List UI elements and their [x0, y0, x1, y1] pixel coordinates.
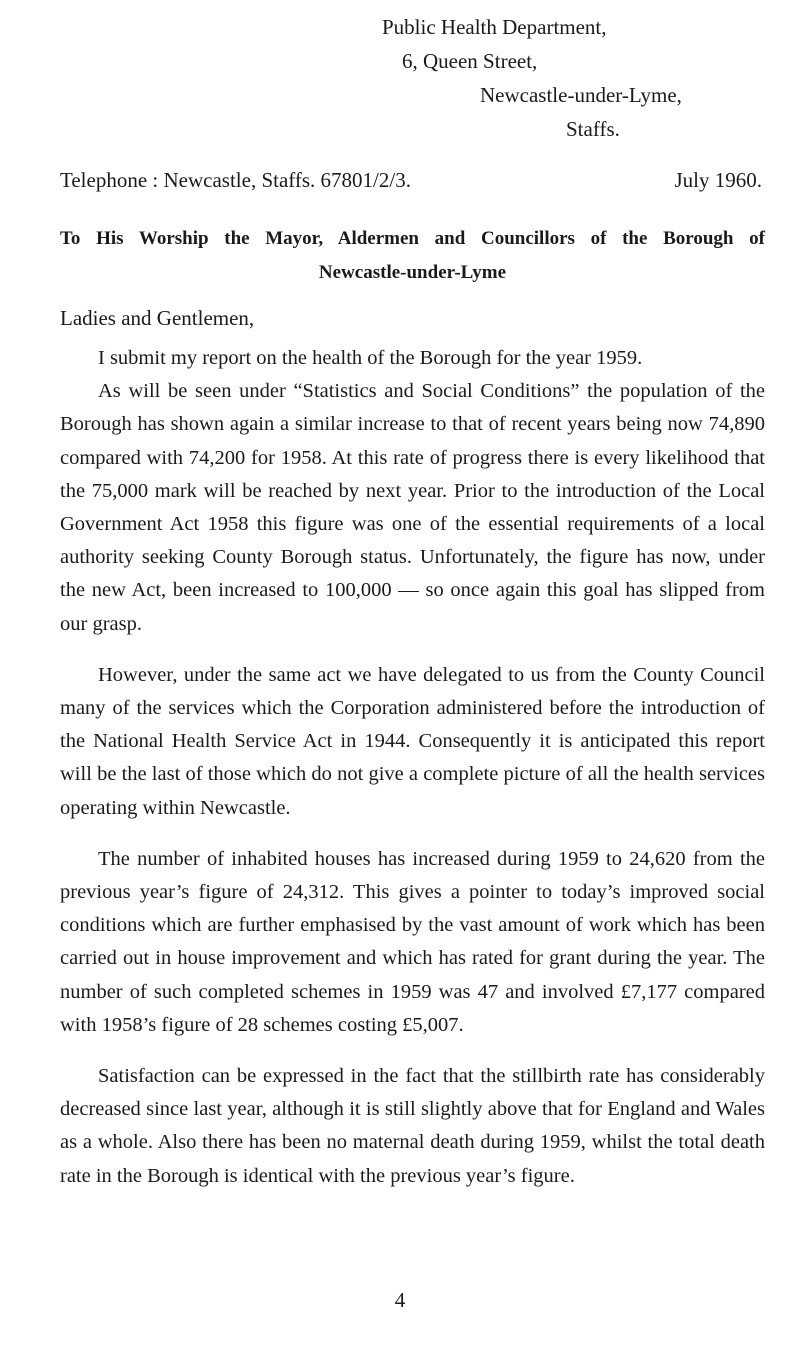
paragraph-4: The number of inhabited houses has increased during 1959 to 24,620 from the previous year’s figure of 24,312. This gives a pointer to today’s improved social conditions which are further emphasised by the vast amount of work which has been carried out in house improvement and which has rated for grant during the year. The number of such completed schemes in 1959 was 47 and involved £7,177 compared with 1958’s figure of 28 schemes costing £5,007.	[60, 847, 765, 1036]
report-body	[60, 342, 765, 1193]
telephone-date-row	[60, 168, 762, 193]
paragraph-1: I submit my report on the health of the Borough for the year 1959.	[98, 347, 643, 369]
telephone: Telephone : Newcastle, Staffs. 67801/2/3.	[60, 168, 411, 192]
address-line-3: Newcastle-under-Lyme,	[480, 83, 682, 107]
paragraph-3: However, under the same act we have delegated to us from the County Council many of the services which the Corporation administered before the introduction of the National Health Service Act in 1944. Consequently it is anticipated this report will be the last of those which do not give a complete picture of all the health services operating within Newcastle.	[60, 663, 765, 819]
salutation: Ladies and Gentlemen,	[60, 306, 255, 330]
heading-line-2: Newcastle-under-Lyme	[318, 262, 507, 283]
sender-address	[0, 10, 800, 146]
paragraph-2: As will be seen under “Statistics and Social Conditions” the population of the Borough has shown again a similar increase to that of recent years being now 74,890 compared with 74,200 for 1958. At this rate of progress there is every likelihood that the 75,000 mark will be reached by next year. Prior to the introduction of the Local Government Act 1958 this figure was one of the essential requirements of a local authority seeking County Borough status. Unfortunately, the figure has now, under the new Act, been increased to 100,000 — so once again this goal has slipped from our grasp.	[60, 380, 765, 635]
paragraph-5: Satisfaction can be expressed in the fact that the stillbirth rate has considerably decreased since last year, although it is still slightly above that for England and Wales as a whole. Also there has been no maternal death during 1959, whilst the total death rate in the Borough is identical with the previous year’s figure.	[60, 1065, 765, 1187]
addressee-heading	[60, 222, 765, 290]
page-number: 4	[394, 1288, 406, 1312]
address-line-4: Staffs.	[566, 117, 620, 141]
address-line-1: Public Health Department,	[382, 15, 607, 39]
address-line-2: 6, Queen Street,	[402, 49, 538, 73]
letter-date: July 1960.	[674, 168, 762, 192]
heading-line-1: To His Worship the Mayor, Aldermen and Councillors of the Borough of	[60, 228, 765, 249]
